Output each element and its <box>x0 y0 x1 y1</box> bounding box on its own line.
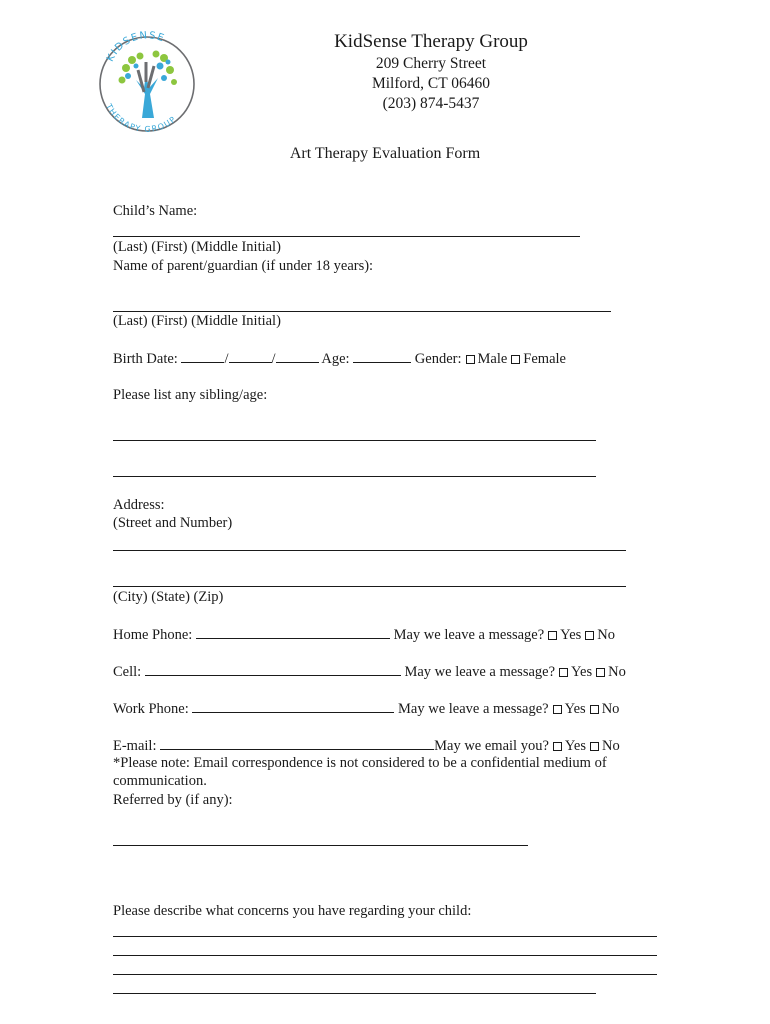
org-name: KidSense Therapy Group <box>334 31 528 52</box>
birth-month-field[interactable] <box>181 349 224 363</box>
email-yes-checkbox[interactable] <box>553 742 562 751</box>
cell-row <box>113 662 626 681</box>
svg-text:THERAPY GROUP: THERAPY GROUP <box>104 102 179 135</box>
parent-name-parts: (Last) (First) (Middle Initial) <box>113 313 281 329</box>
date-separator: / <box>271 351 276 367</box>
city-state-zip-label: (City) (State) (Zip) <box>113 589 224 605</box>
work-yes-label: Yes <box>564 701 586 717</box>
referred-by-label: Referred by (if any): <box>113 792 233 808</box>
work-yes-checkbox[interactable] <box>553 705 562 714</box>
female-checkbox[interactable] <box>511 355 520 364</box>
email-note-line-2: communication. <box>113 773 207 789</box>
email-ok-label: May we email you? <box>434 738 549 754</box>
male-label: Male <box>477 351 508 367</box>
work-no-label: No <box>601 701 620 717</box>
home-yes-label: Yes <box>560 627 582 643</box>
city-line[interactable] <box>113 586 626 587</box>
home-message-label: May we leave a message? <box>393 627 545 643</box>
kidsense-logo <box>98 22 196 148</box>
org-street: 209 Cherry Street <box>375 55 487 72</box>
work-no-checkbox[interactable] <box>590 705 599 714</box>
email-label: E-mail: <box>113 738 157 754</box>
home-phone-row <box>113 625 615 644</box>
cell-no-checkbox[interactable] <box>596 668 605 677</box>
female-label: Female <box>523 351 566 367</box>
concerns-line-3[interactable] <box>113 974 657 975</box>
birth-year-field[interactable] <box>276 349 319 363</box>
siblings-label: Please list any sibling/age: <box>113 387 268 403</box>
cell-yes-label: Yes <box>571 664 593 680</box>
home-no-checkbox[interactable] <box>585 631 594 640</box>
cell-message-label: May we leave a message? <box>404 664 556 680</box>
concerns-label: Please describe what concerns you have regarding your child: <box>113 903 472 919</box>
street-line[interactable] <box>113 550 626 551</box>
org-city: Milford, CT 06460 <box>371 75 491 92</box>
concerns-line-4[interactable] <box>113 993 596 994</box>
cell-no-label: No <box>608 664 626 680</box>
birth-date-row <box>113 349 566 368</box>
concerns-line-1[interactable] <box>113 936 657 937</box>
birth-date-label: Birth Date: <box>113 351 178 367</box>
cell-yes-checkbox[interactable] <box>559 668 568 677</box>
address-label: Address: <box>113 497 165 513</box>
child-name-line[interactable] <box>113 236 580 237</box>
age-label: Age: <box>321 351 350 367</box>
cell-label: Cell: <box>113 664 142 680</box>
home-phone-label: Home Phone: <box>113 627 193 643</box>
gender-label: Gender: <box>414 351 462 367</box>
home-no-label: No <box>597 627 616 643</box>
date-separator: / <box>224 351 229 367</box>
home-yes-checkbox[interactable] <box>548 631 557 640</box>
email-field[interactable] <box>160 736 434 750</box>
street-number-label: (Street and Number) <box>113 515 233 531</box>
work-phone-label: Work Phone: <box>113 701 189 717</box>
birth-day-field[interactable] <box>229 349 272 363</box>
concerns-line-2[interactable] <box>113 955 657 956</box>
work-phone-field[interactable] <box>192 699 394 713</box>
home-phone-field[interactable] <box>196 625 390 639</box>
parent-name-label: Name of parent/guardian (if under 18 years): <box>113 258 374 274</box>
siblings-line-1[interactable] <box>113 440 596 441</box>
email-no-checkbox[interactable] <box>590 742 599 751</box>
child-name-label: Child’s Name: <box>113 203 198 219</box>
email-note-line-1: *Please note: Email correspondence is not considered to be a confidential medium of <box>113 755 607 771</box>
email-yes-label: Yes <box>564 738 586 754</box>
referred-by-line[interactable] <box>113 845 528 846</box>
work-phone-row <box>113 699 619 718</box>
child-name-parts: (Last) (First) (Middle Initial) <box>113 239 281 255</box>
siblings-line-2[interactable] <box>113 476 596 477</box>
svg-text:KIDSENSE: KIDSENSE <box>104 30 167 64</box>
email-no-label: No <box>602 738 620 754</box>
email-row <box>113 736 620 755</box>
male-checkbox[interactable] <box>466 355 475 364</box>
org-phone: (203) 874-5437 <box>382 95 480 112</box>
work-message-label: May we leave a message? <box>398 701 549 717</box>
form-title: Art Therapy Evaluation Form <box>289 145 481 162</box>
cell-field[interactable] <box>145 662 401 676</box>
age-field[interactable] <box>353 349 411 363</box>
